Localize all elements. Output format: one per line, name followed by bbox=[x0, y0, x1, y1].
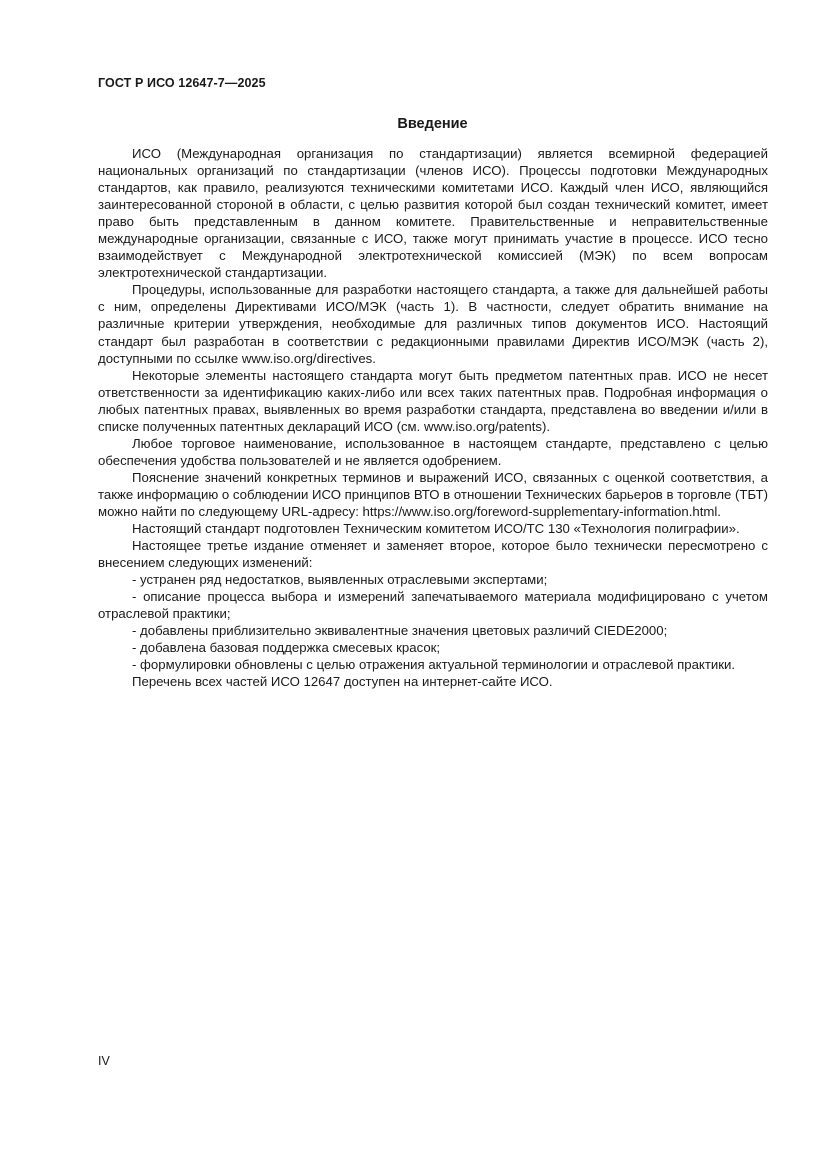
paragraph-wto-info: Пояснение значений конкретных терминов и выражений ИСО, связанных с оценкой соответствия, а также информацию о соблюдении ИСО принципов ВТО в отношении Технических барьеров в торговле (ТБТ) можно найти по следующему URL-адресу: https://www.iso.org/foreword-supplementary-information.html. bbox=[98, 469, 768, 519]
paragraph-edition-changes: Настоящее третье издание отменяет и заменяет второе, которое было технически пересмотрено с внесением следующих изменений: bbox=[98, 538, 768, 571]
page-number: IV bbox=[98, 1054, 110, 1068]
list-item: - описание процесса выбора и измерений запечатываемого материала модифицировано с учетом отраслевой практики; bbox=[98, 589, 768, 622]
section-title: Введение bbox=[397, 116, 468, 132]
list-item: - добавлены приблизительно эквивалентные значения цветовых различий CIEDE2000; bbox=[132, 623, 668, 639]
paragraph-iso-intro: ИСО (Международная организация по стандартизации) является всемирной федерацией национальных организаций по стандартизации (членов ИСО). Процессы подготовки Международных стандартов, как правило, реализуются техническими комитетами ИСО. Каждый член ИСО, являющийся заинтересованной стороной в области, с целью развития которой был создан технический комитет, имеет право быть представленным в данном комитете. Правительственные и неправительственные международные организации, связанные с ИСО, также могут принимать участие в процессе. ИСО тесно взаимодействует с Международной электротехнической комиссией (МЭК) по всем вопросам электротехнической стандартизации. bbox=[98, 146, 768, 281]
paragraph-patents: Некоторые элементы настоящего стандарта могут быть предметом патентных прав. ИСО не несет ответственности за идентификацию каких-либо или всех таких патентных прав. Подробная информация о любых патентных правах, выявленных во время разработки стандарта, представлена во введении и/или в списке полученных патентных деклараций ИСО (см. www.iso.org/patents). bbox=[98, 367, 768, 434]
list-item: - добавлена базовая поддержка смесевых красок; bbox=[132, 640, 441, 656]
paragraph-procedures: Процедуры, использованные для разработки настоящего стандарта, а также для дальнейшей работы с ним, определены Директивами ИСО/МЭК (часть 1). В частности, следует обратить внимание на различные критерии утверждения, необходимые для различных типов документов ИСО. Настоящий стандарт был разработан в соответствии с редакционными правилами Директив ИСО/МЭК (часть 2), доступными по ссылке www.iso.org/directives. bbox=[98, 282, 768, 366]
section-body bbox=[98, 145, 768, 691]
document-header: ГОСТ Р ИСО 12647-7—2025 bbox=[98, 76, 266, 90]
paragraph-trade-names: Любое торговое наименование, использованное в настоящем стандарте, представлено с целью обеспечения удобства пользователей и не является одобрением. bbox=[98, 435, 768, 468]
list-item: - устранен ряд недостатков, выявленных отраслевыми экспертами; bbox=[132, 572, 548, 588]
paragraph-committee: Настоящий стандарт подготовлен Техническим комитетом ИСО/ТС 130 «Технология полиграфии». bbox=[132, 521, 740, 537]
list-item: - формулировки обновлены с целью отражения актуальной терминологии и отраслевой практики. bbox=[132, 657, 736, 673]
paragraph-closing: Перечень всех частей ИСО 12647 доступен на интернет-сайте ИСО. bbox=[132, 674, 553, 690]
